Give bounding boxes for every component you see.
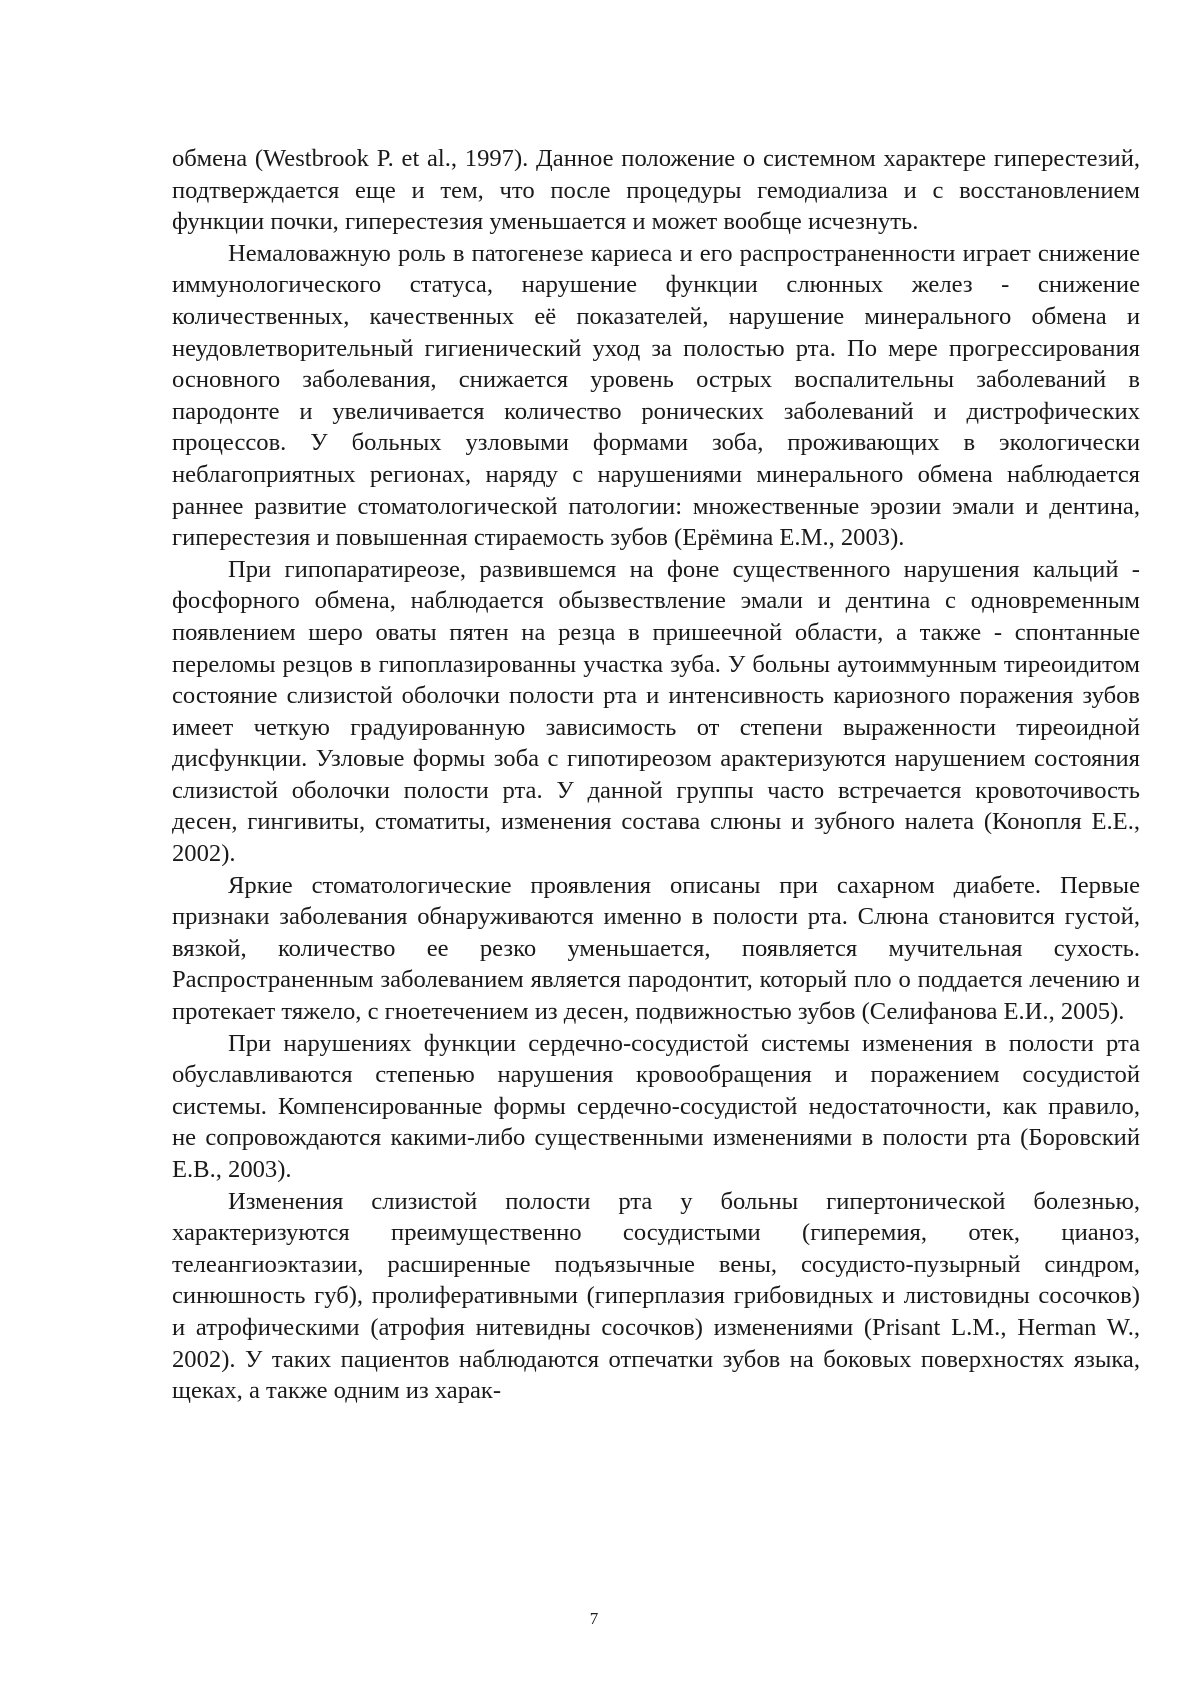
paragraph-6: Изменения слизистой полости рта у больны гипертонической болезнью, характеризуются преимущественно сосудистыми (гиперемия, отек, цианоз, телеангиоэктазии, расширенные подъязычные вены, сосудисто-пузырный синдром, синюшность губ), пролиферативными (гиперплазия грибовидных и листовидны сосочков) и атрофическими (атрофия нитевидны сосочков) изменениями (Prisant L.M., Herman W., 2002). У таких пациентов наблюдаются отпечатки зубов на боковых поверхностях языка, щеках, а также одним из харак- — [172, 1187, 1140, 1405]
paragraph-1: обмена (Westbrook P. et al., 1997). Данное положение о системном характере гиперестезий, подтверждается еще и тем, что после процедуры гемодиализа и с восстановлением функции почки, гиперестезия уменьшается и может вообще исчезнуть. — [172, 145, 1140, 236]
page-number: 7 — [589, 1609, 599, 1628]
document-body — [172, 143, 1140, 1407]
paragraph-4: Яркие стоматологические проявления описаны при сахарном диабете. Первые признаки заболевания обнаруживаются именно в полости рта. Слюна становится густой, вязкой, количество ее резко уменьшается, появляется мучительная сухость. Распространенным заболеванием является пародонтит, который пло о поддается лечению и протекает тяжело, с гноетечением из десен, подвижностью зубов (Селифанова Е.И., 2005). — [172, 871, 1140, 1026]
paragraph-5: При нарушениях функции сердечно-сосудистой системы изменения в полости рта обуславливаются степенью нарушения кровообращения и поражением сосудистой системы. Компенсированные формы сердечно-сосудистой недостаточности, как правило, не сопровождаются какими-либо существенными изменениями в полости рта (Боровский Е.В., 2003). — [172, 1029, 1140, 1183]
paragraph-3: При гипопаратиреозе, развившемся на фоне существенного нарушения кальций - фосфорного обмена, наблюдается обызвествление эмали и дентина с одновременным появлением шеро оваты пятен на резца в пришеечной области, а также - спонтанные переломы резцов в гипоплазированны участка зуба. У больны аутоиммунным тиреоидитом состояние слизистой оболочки полости рта и интенсивность кариозного поражения зубов имеет четкую градуированную зависимость от степени выраженности тиреоидной дисфункции. Узловые формы зоба с гипотиреозом арактеризуются нарушением состояния слизистой оболочки полости рта. У данной группы часто встречается кровоточивость десен, гингивиты, стоматиты, изменения состава слюны и зубного налета (Конопля Е.Е., 2002). — [172, 555, 1140, 868]
paragraph-2: Немаловажную роль в патогенезе кариеса и его распространенности играет снижение иммунологического статуса, нарушение функции слюнных желез - снижение количественных, качественных её показателей, нарушение минерального обмена и неудовлетворительный гигиенический уход за полостью рта. По мере прогрессирования основного заболевания, снижается уровень острых воспалительны заболеваний в пародонте и увеличивается количество роничеcких заболеваний и дистрофических процессов. У больных узловыми формами зоба, проживающих в экологически неблагоприятных регионах, наряду с нарушениями минерального обмена наблюдается раннее развитие стоматологической патологии: множественные эрозии эмали и дентина, гиперестезия и повышенная стираемость зубов (Ерёмина Е.М., 2003). — [172, 239, 1140, 552]
